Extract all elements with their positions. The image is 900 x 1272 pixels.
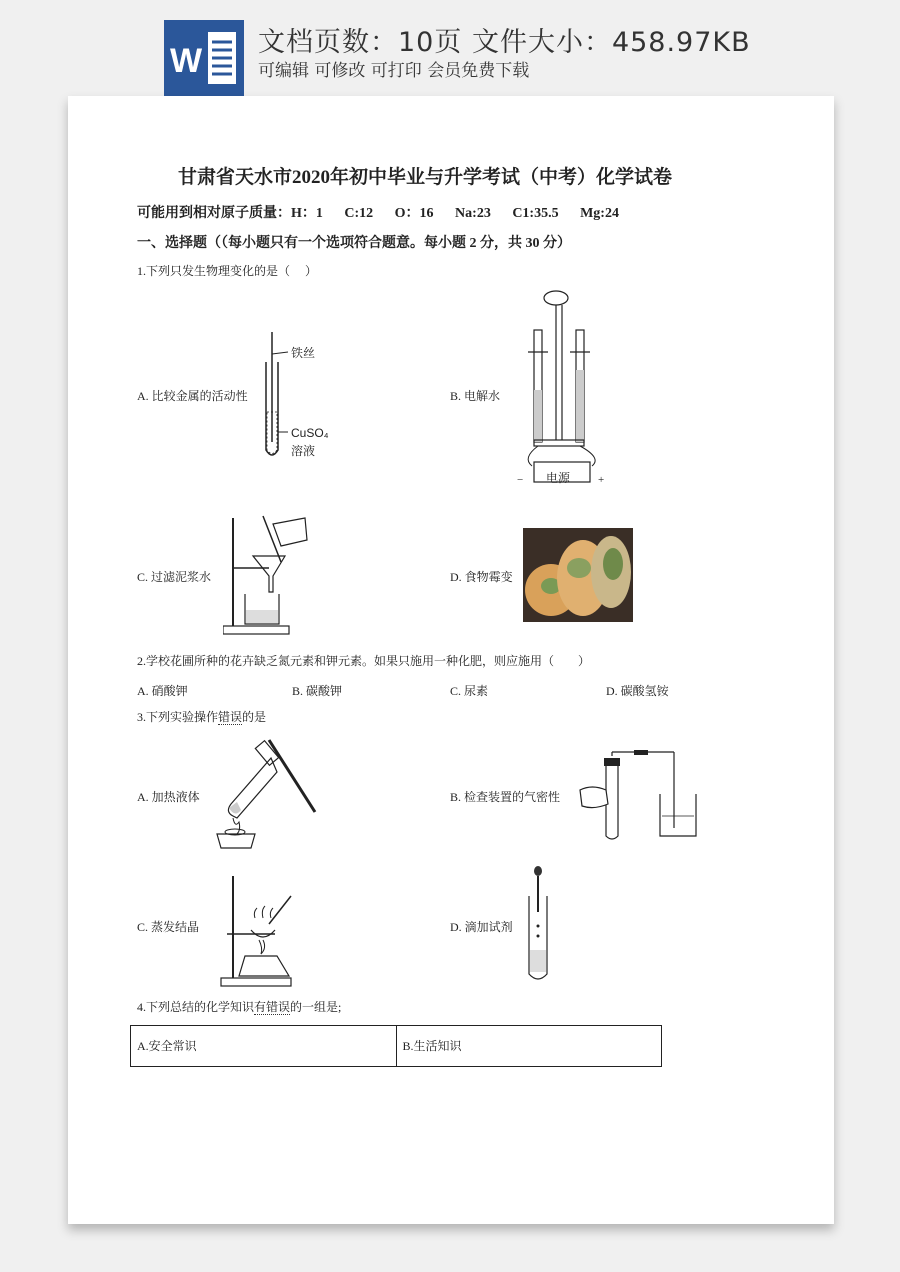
q4-table xyxy=(130,1025,662,1067)
airtightness-check-figure xyxy=(578,750,700,842)
question-2-stem: 2.学校花圃所种的花卉缺乏氮元素和钾元素。如果只施用一种化肥，则应施用（ ） xyxy=(137,654,591,668)
q2-option-a: A. 硝酸钾 xyxy=(137,684,188,698)
q3-option-a: A. 加热液体 xyxy=(137,790,200,804)
q3-option-d: D. 滴加试剂 xyxy=(450,920,513,934)
question-4-stem: 4.下列总结的化学知识有错误的一组是; xyxy=(137,1000,342,1014)
q4-table-cell-b: B.生活知识 xyxy=(402,1039,462,1053)
word-document-icon xyxy=(164,20,244,96)
document-info-banner xyxy=(0,0,900,98)
label-plus: + xyxy=(598,474,605,486)
label-iron-wire: 铁丝 xyxy=(291,346,316,360)
document-title: 甘肃省天水市2020年初中毕业与升学考试（中考）化学试卷 xyxy=(178,167,673,188)
section-heading: 一、选择题（（每小题只有一个选项符合题意。每小题 2 分，共 30 分） xyxy=(137,236,571,251)
filtration-apparatus-figure xyxy=(223,514,313,636)
q1-option-d: D. 食物霉变 xyxy=(450,570,513,584)
evaporation-figure xyxy=(219,874,299,988)
file-features: 可编辑 可修改 可打印 会员免费下载 xyxy=(258,61,530,81)
label-cuso4: CuSO₄ xyxy=(291,426,329,440)
q1-option-b: B. 电解水 xyxy=(450,389,501,403)
q3-option-c: C. 蒸发结晶 xyxy=(137,920,200,934)
label-solution: 溶液 xyxy=(291,444,316,458)
electrolysis-apparatus-figure xyxy=(512,290,624,486)
moldy-bread-photo xyxy=(523,528,633,622)
q3-option-b: B. 检查装置的气密性 xyxy=(450,790,561,804)
heating-liquid-figure xyxy=(211,738,319,850)
q1-option-c: C. 过滤泥浆水 xyxy=(137,570,212,584)
label-power-source: 电源 xyxy=(546,471,571,485)
q2-option-b: B. 碳酸钾 xyxy=(292,684,343,698)
q1-option-a: A. 比较金属的活动性 xyxy=(137,389,248,403)
atomic-masses: 可能用到相对原子质量：H：1 C:12 O：16 Na:23 C1:35.5 Mg:24 xyxy=(137,206,619,221)
q4-table-cell-a: A.安全常识 xyxy=(131,1026,397,1066)
question-3-stem: 3.下列实验操作错误的是 xyxy=(137,710,267,724)
q2-option-d: D. 碳酸氢铵 xyxy=(606,684,669,698)
label-minus: − xyxy=(517,474,524,486)
q2-option-c: C. 尿素 xyxy=(450,684,489,698)
question-1-stem: 1.下列只发生物理变化的是（ ） xyxy=(137,264,318,278)
document-page xyxy=(68,96,834,1224)
file-stats: 文档页数：10页 文件大小：458.97KB xyxy=(258,27,751,58)
word-logo-letter: W xyxy=(170,42,203,80)
dropper-adding-reagent-figure xyxy=(523,866,553,984)
